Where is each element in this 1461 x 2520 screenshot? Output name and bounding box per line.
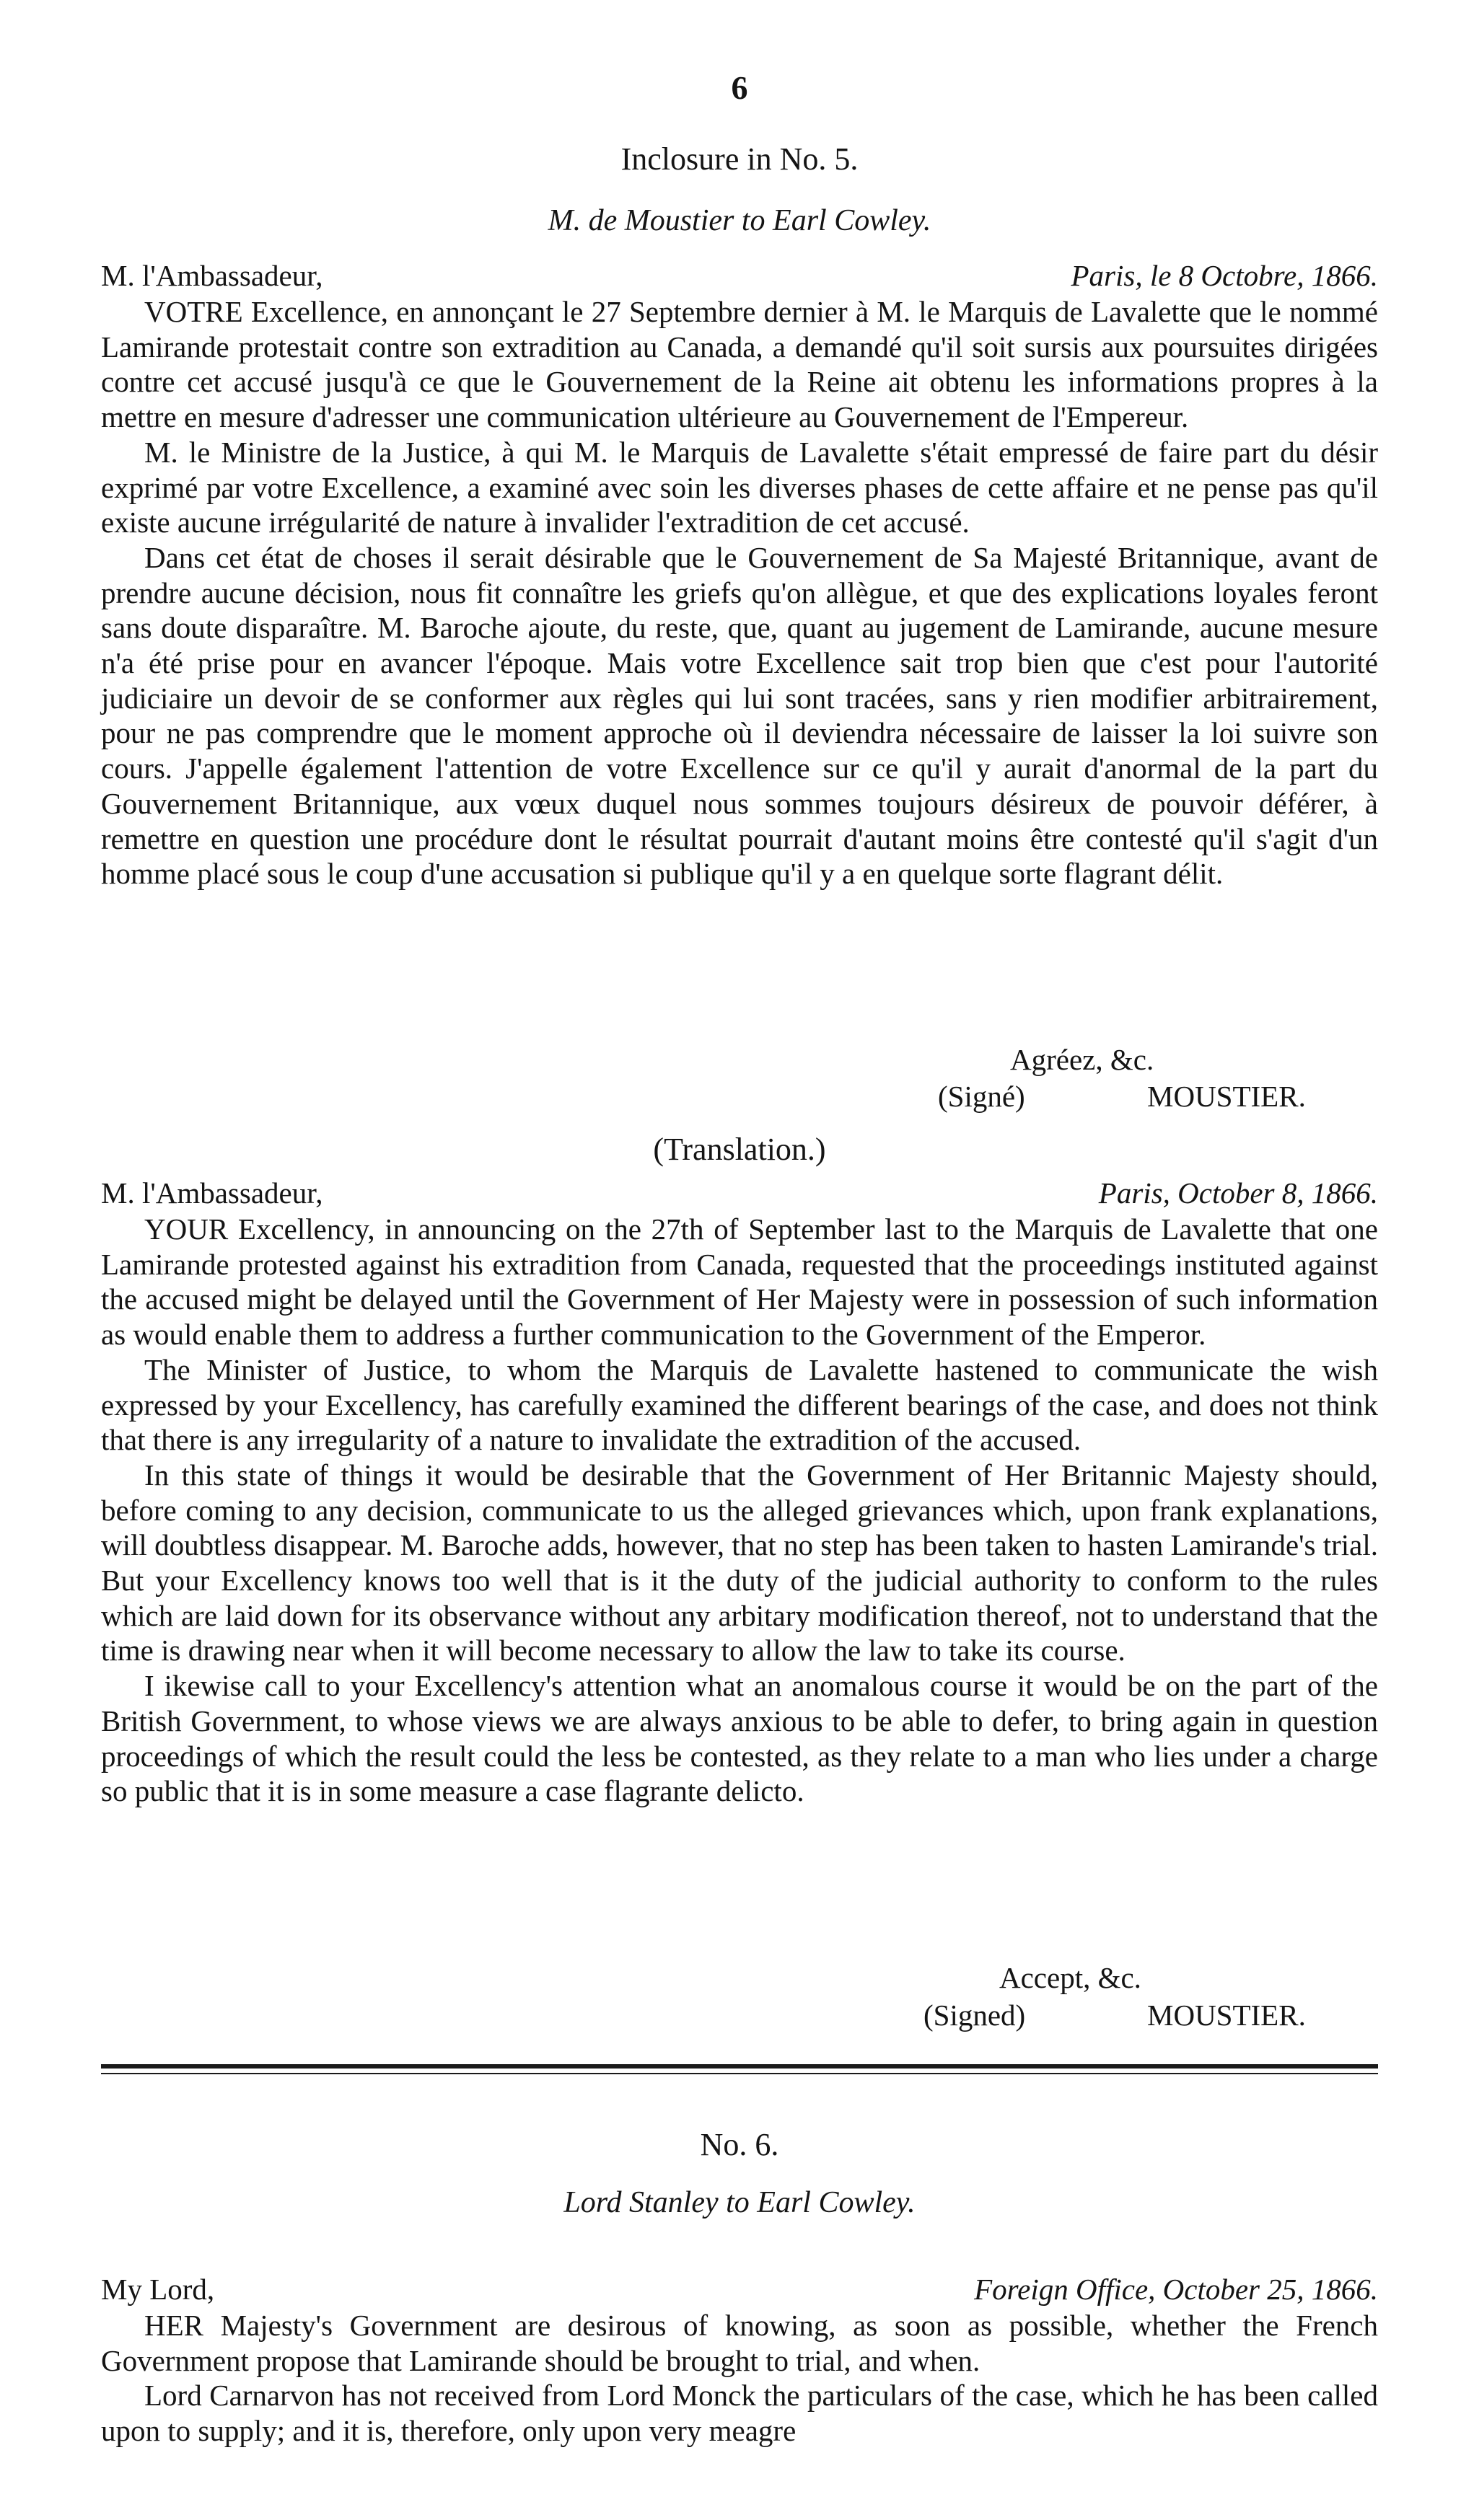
translation-paragraph: The Minister of Justice, to whom the Marquis de Lavalette hastened to communicate the wish expressed by your Excellency, has carefully examined the different bearings of the case, and does not think that there is any irregularity of a nature to invalidate the extradition of the accused.	[101, 1352, 1378, 1457]
translation-body	[101, 1212, 1378, 1809]
inclosure-signed-label: (Signé)	[938, 1080, 1025, 1113]
inclosure-subheading: M. de Moustier to Earl Cowley.	[548, 204, 931, 237]
no6-heading: No. 6.	[700, 2127, 779, 2162]
translation-paragraph: I ikewise call to your Excellency's attention what an anomalous course it would be on the part of the British Government, to whose views we are always anxious to be able to defer, to bring again in question proceedings of which the result could the less be contested, as they relate to a man who lies under a charge so public that it is in some measure a case flagrante delicto.	[101, 1669, 1378, 1808]
no6-body	[101, 2308, 1378, 2449]
section-divider-thin	[101, 2073, 1378, 2074]
inclosure-paragraph: M. le Ministre de la Justice, à qui M. le Marquis de Lavalette s'était empressé de faire part du désir exprimé par votre Excellence, a examiné avec soin les diverses phases de cette affaire et ne pense pas qu'il existe aucune irrégularité de nature à invalider l'extradition de cet accusé.	[101, 435, 1378, 539]
inclosure-closing: Agréez, &c.	[1010, 1043, 1154, 1076]
inclosure-signature: MOUSTIER.	[1147, 1080, 1306, 1113]
translation-place-date: Paris, October 8, 1866.	[1098, 1176, 1378, 1210]
no6-place-date: Foreign Office, October 25, 1866.	[974, 2273, 1378, 2306]
no6-paragraph: Lord Carnarvon has not received from Lord Monck the particulars of the case, which he has been called upon to supply; and it is, therefore, only upon very meagre	[101, 2379, 1378, 2448]
inclosure-salutation: M. l'Ambassadeur,	[101, 259, 323, 292]
page-number: 6	[731, 69, 748, 106]
inclosure-body	[101, 294, 1378, 891]
translation-heading: (Translation.)	[653, 1132, 826, 1167]
inclosure-paragraph: Dans cet état de choses il serait désirable que le Gouvernement de Sa Majesté Britannique, avant de prendre aucune décision, nous fit connaître les griefs qu'on allègue, et que des explications loyales feront sans doute disparaître. M. Baroche ajoute, du reste, que, quant au jugement de Lamirande, aucune mesure n'a été prise pour en avancer l'époque. Mais votre Excellence sait trop bien que c'est pour l'autorité judiciaire un devoir de se conformer aux règles qui lui sont tracées, sans y rien modifier arbitrairement, pour ne pas comprendre que le moment approche où il deviendra nécessaire de laisser la loi suivre son cours. J'appelle également l'attention de votre Excellence sur ce qu'il y aurait d'anormal de la part du Gouvernement Britannique, aux vœux duquel nous sommes toujours désireux de pouvoir déférer, à remettre en question une procédure dont le résultat pourrait d'autant moins être contesté qu'il s'agit d'un homme placé sous le coup d'une accusation si publique qu'il y a en quelque sorte flagrant délit.	[101, 540, 1378, 891]
no6-address-line	[101, 2272, 1378, 2307]
inclosure-address-line	[101, 258, 1378, 293]
no6-paragraph: HER Majesty's Government are desirous of knowing, as soon as possible, whether the French Government propose that Lamirande should be brought to trial, and when.	[101, 2309, 1378, 2377]
no6-subheading: Lord Stanley to Earl Cowley.	[563, 2186, 916, 2219]
inclosure-heading: Inclosure in No. 5.	[620, 141, 859, 177]
translation-signed-label: (Signed)	[923, 1999, 1026, 2032]
translation-paragraph: In this state of things it would be desirable that the Government of Her Britannic Majesty should, before coming to any decision, communicate to us the alleged grievances which, upon frank explanations, will doubtless disappear. M. Baroche adds, however, that no step has been taken to hasten Lamirande's trial. But your Excellency knows too well that is it the duty of the judicial authority to conform to the rules which are laid down for its observance without any arbitary modification thereof, not to understand that the time is drawing near when it will become necessary to allow the law to take its course.	[101, 1458, 1378, 1667]
inclosure-place-date: Paris, le 8 Octobre, 1866.	[1071, 259, 1378, 292]
no6-salutation: My Lord,	[101, 2273, 215, 2306]
section-divider	[101, 2064, 1378, 2069]
translation-paragraph: YOUR Excellency, in announcing on the 27th of September last to the Marquis de Lavalette that one Lamirande protested against his extradition from Canada, requested that the proceedings instituted against the accused might be delayed until the Government of Her Majesty were in possession of such information as would enable them to address a further communication to the Government of the Emperor.	[101, 1212, 1378, 1352]
translation-signature: MOUSTIER.	[1147, 1999, 1306, 2032]
inclosure-paragraph: VOTRE Excellence, en annonçant le 27 Septembre dernier à M. le Marquis de Lavalette que le nommé Lamirande protestait contre son extradition au Canada, a demandé qu'il soit sursis aux poursuites dirigées contre cet accusé jusqu'à ce que le Gouvernement de la Reine ait obtenu les informations propres à la mettre en mesure d'adresser une communication ultérieure au Gouvernement de l'Empereur.	[101, 295, 1378, 434]
translation-address-line	[101, 1176, 1378, 1210]
translation-salutation: M. l'Ambassadeur,	[101, 1176, 323, 1210]
translation-closing: Accept, &c.	[999, 1961, 1141, 1994]
